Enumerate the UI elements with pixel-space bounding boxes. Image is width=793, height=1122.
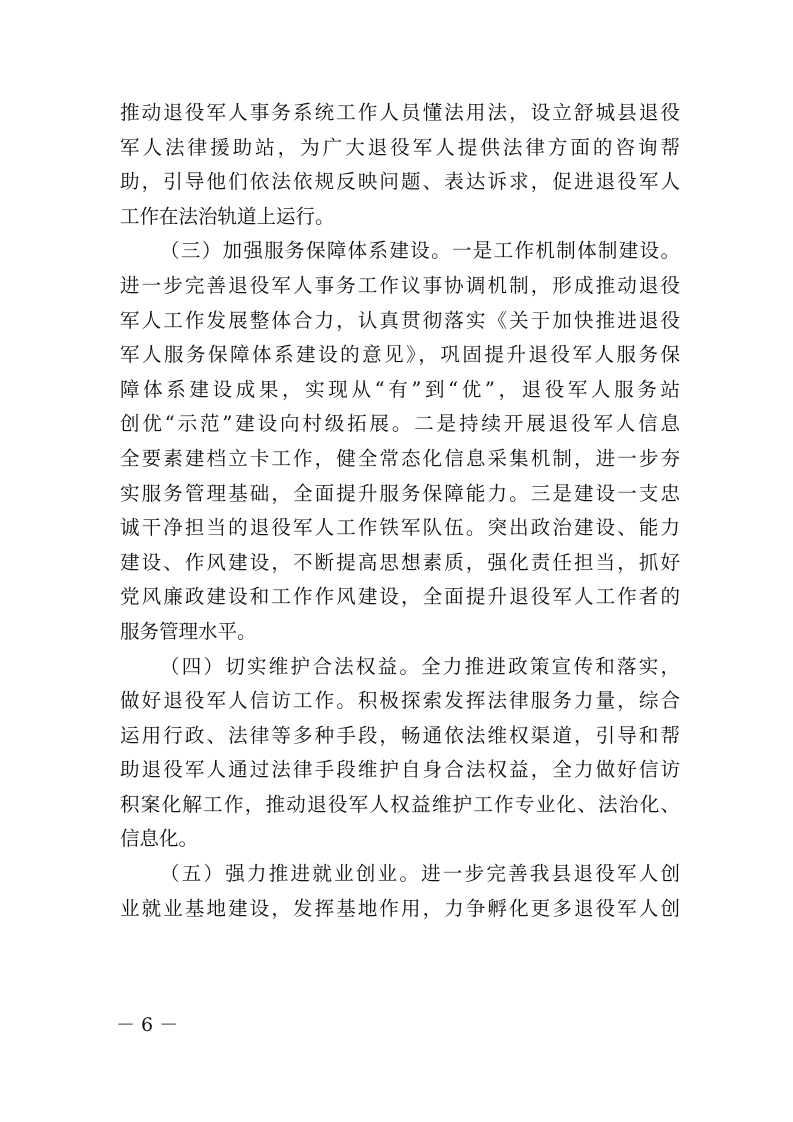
text-line: 助退役军人通过法律手段维护自身合法权益，全力做好信访: [120, 758, 680, 782]
text-line: 做好退役军人信访工作。积极探索发挥法律服务力量，综合: [120, 689, 680, 713]
text-line: 建设、作风建设，不断提高思想素质，强化责任担当，抓好: [120, 550, 680, 574]
text-line: 助，引导他们依法依规反映问题、表达诉求，促进退役军人: [120, 170, 680, 194]
text-line: 军人法律援助站，为广大退役军人提供法律方面的咨询帮: [120, 135, 680, 159]
section-heading-line: （三）加强服务保障体系建设。一是工作机制体制建设。: [160, 239, 680, 263]
text-line: 服务管理水平。: [120, 619, 257, 643]
text-line: 党风廉政建设和工作作风建设，全面提升退役军人工作者的: [120, 585, 680, 609]
text-line: 进一步完善退役军人事务工作议事协调机制，形成推动退役: [120, 273, 680, 297]
section-heading-line: （五）强力推进就业创业。进一步完善我县退役军人创: [160, 862, 680, 886]
section-heading-line: （四）切实维护合法权益。全力推进政策宣传和落实，: [160, 654, 680, 678]
text-line: 实服务管理基础，全面提升服务保障能力。三是建设一支忠: [120, 481, 680, 505]
text-line: 诚干净担当的退役军人工作铁军队伍。突出政治建设、能力: [120, 516, 680, 540]
text-line: 积案化解工作，推动退役军人权益维护工作专业化、法治化、: [120, 792, 680, 816]
text-line: 障体系建设成果，实现从“有”到“优”，退役军人服务站: [120, 377, 680, 401]
text-line: 军人工作发展整体合力，认真贯彻落实《关于加快推进退役: [120, 308, 680, 332]
page-number: － 6 －: [116, 1014, 179, 1036]
text-line: 军人服务保障体系建设的意见》，巩固提升退役军人服务保: [120, 343, 680, 367]
text-line: 创优“示范”建设向村级拓展。二是持续开展退役军人信息: [120, 412, 680, 436]
body-text: [120, 96, 680, 926]
text-line: 全要素建档立卡工作，健全常态化信息采集机制，进一步夯: [120, 446, 680, 470]
text-line: 工作在法治轨道上运行。: [120, 204, 335, 228]
text-line: 信息化。: [120, 827, 199, 851]
text-line: 业就业基地建设，发挥基地作用，力争孵化更多退役军人创: [120, 896, 680, 920]
text-line: 推动退役军人事务系统工作人员懂法用法，设立舒城县退役: [120, 101, 680, 124]
text-line: 运用行政、法律等多种手段，畅通依法维权渠道，引导和帮: [120, 723, 680, 747]
